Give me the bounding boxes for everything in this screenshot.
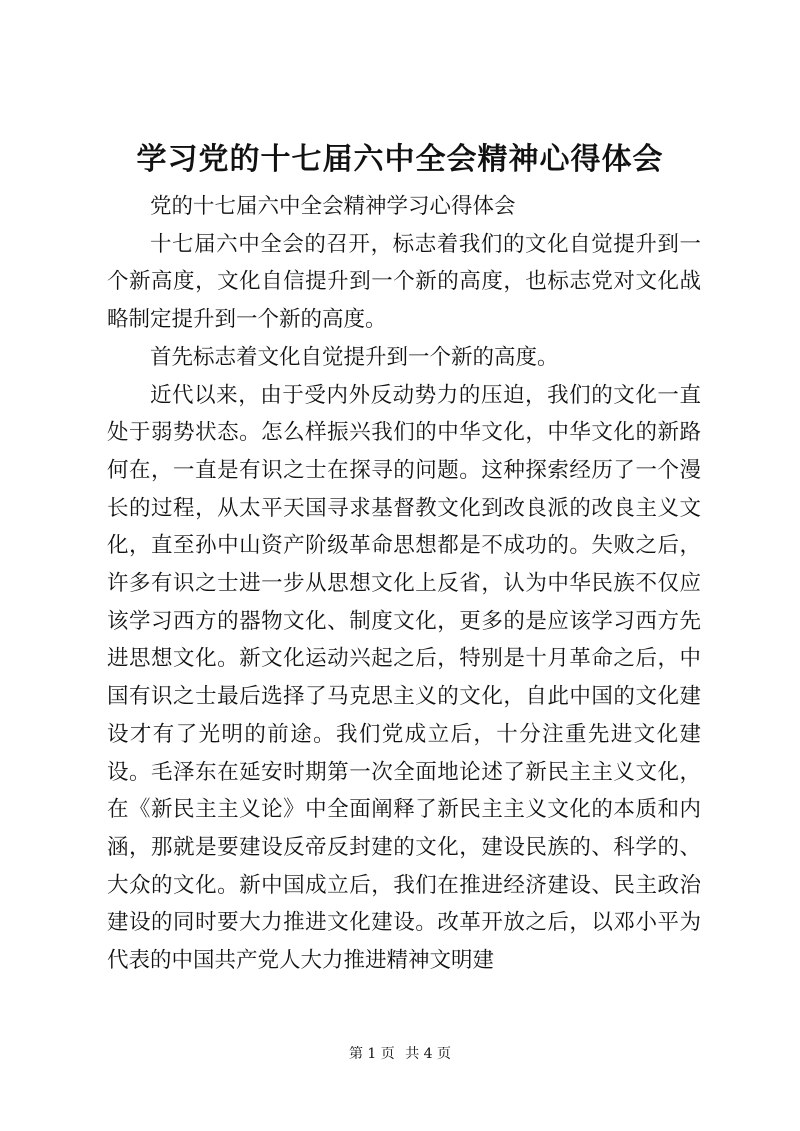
- subtitle-paragraph: 党的十七届六中全会精神学习心得体会: [150, 194, 516, 219]
- page-total: 共 4 页: [405, 1046, 452, 1062]
- body-paragraph: 首先标志着文化自觉提升到一个新的高度。: [150, 344, 559, 370]
- document-title: 学习党的十七届六中全会精神心得体会: [136, 142, 664, 177]
- document-body: [107, 188, 701, 980]
- body-paragraph: 近代以来，由于受内外反动势力的压迫，我们的文化一直处于弱势状态。怎么样振兴我们的中华文化，中华文化的新路何在，一直是有识之士在探寻的问题。这种探索经历了一个漫长的过程，从太平天国寻求基督教文化到改良派的改良主义文化，直至孙中山资产阶级革命思想都是不成功的。失败之后，许多有识之士进一步从思想文化上反省，认为中华民族不仅应该学习西方的器物文化、制度文化，更多的是应该学习西方先进思想文化。新文化运动兴起之后，特别是十月革命之后，中国有识之士最后选择了马克思主义的文化，自此中国的文化建设才有了光明的前途。我们党成立后，十分注重先进文化建设。毛泽东在延安时期第一次全面地论述了新民主主义文化，在《新民主主义论》中全面阐释了新民主主义文化的本质和内涵，那就是要建设反帝反封建的文化，建设民族的、科学的、大众的文化。新中国成立后，我们在推进经济建设、民主政治建设的同时要大力推进文化建设。改革开放之后，以邓小平为代表的中国共产党人大力推进精神文明建: [107, 382, 701, 974]
- page-number: 第 1 页: [348, 1046, 395, 1062]
- body-paragraph: 十七届六中全会的召开，标志着我们的文化自觉提升到一个新高度，文化自信提升到一个新的高度，也标志党对文化战略制定提升到一个新的高度。: [107, 231, 701, 333]
- page-footer: [0, 1044, 800, 1064]
